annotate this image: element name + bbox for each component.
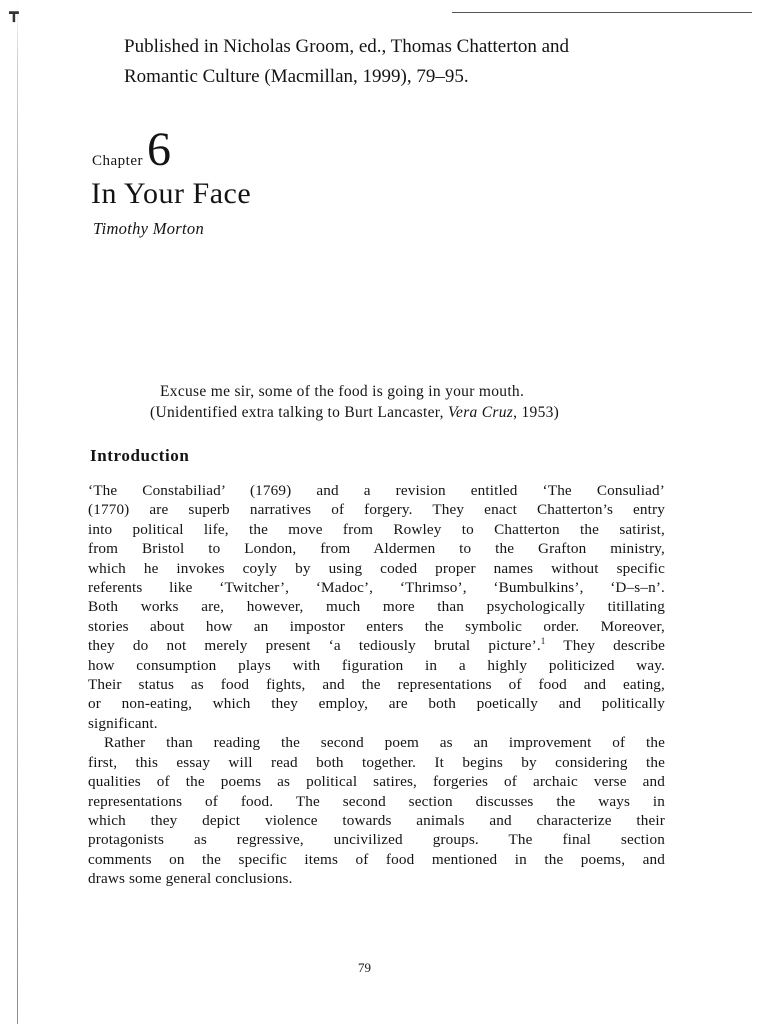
chapter-title: In Your Face (91, 177, 252, 210)
scan-edge-line (17, 0, 18, 1024)
text-line: which he invokes coyly by using coded proper names without specific (88, 559, 665, 577)
publication-note-line-2: Romantic Culture (Macmillan, 1999), 79–95. (124, 66, 469, 87)
scan-artifact-mark: ┳ (9, 5, 19, 22)
text-line: how consumption plays with figuration in a highly politicized way. (88, 656, 665, 674)
chapter-number: 6 (146, 123, 171, 176)
publication-note-line-1: Published in Nicholas Groom, ed., Thomas Chatterton and (124, 36, 570, 57)
text-line: stories about how an impostor enters the symbolic order. Moreover, (88, 617, 665, 635)
epigraph-attribution (150, 402, 670, 423)
text-line-part: they do not merely present ‘a tediously brutal picture’. (88, 637, 541, 655)
text-line: from Bristol to London, from Aldermen to the Grafton ministry, (88, 540, 665, 558)
body-text (88, 481, 665, 889)
section-heading: Introduction (90, 446, 190, 465)
epigraph-quote: Excuse me sir, some of the food is going in your mouth. (160, 383, 525, 400)
author-name: Timothy Morton (93, 219, 204, 238)
text-line-with-footnote (88, 636, 665, 655)
paragraph-1 (88, 481, 665, 733)
page-number: 79 (358, 960, 371, 975)
text-line: comments on the specific items of food mentioned in the poems, and (88, 850, 665, 868)
text-line: significant. (88, 714, 158, 732)
attribution-film-title: Vera Cruz (447, 404, 514, 421)
text-line: protagonists as regressive, uncivilized groups. The final section (88, 831, 665, 849)
text-line: Both works are, however, much more than psychologically titillating (88, 598, 665, 616)
chapter-word: Chapter (92, 153, 143, 169)
text-line: into political life, the move from Rowley to Chatterton the satirist, (88, 520, 665, 538)
text-line: representations of food. The second section discusses the ways in (88, 792, 665, 810)
epigraph (150, 381, 670, 423)
top-rule (452, 12, 752, 13)
text-line: qualities of the poems as political satires, forgeries of archaic verse and (88, 773, 665, 791)
text-line: referents like ‘Twitcher’, ‘Madoc’, ‘Thrimso’, ‘Bumbulkins’, ‘D–s–n’. (88, 579, 665, 597)
text-line: first, this essay will read both together. It begins by considering the (88, 753, 665, 771)
chapter-label (92, 123, 171, 176)
text-line: Their status as food fights, and the representations of food and eating, (88, 676, 665, 694)
text-line: or non-eating, which they employ, are both poetically and politically (88, 695, 665, 713)
paragraph-2 (88, 733, 665, 888)
publication-note (124, 32, 724, 92)
text-line: (1770) are superb narratives of forgery. They enact Chatterton’s entry (88, 501, 665, 519)
attribution-suffix: , 1953) (513, 404, 560, 421)
text-line: draws some general conclusions. (88, 870, 293, 888)
text-line: which they depict violence towards animals and characterize their (88, 811, 665, 829)
footnote-marker[interactable]: 1 (540, 636, 546, 647)
text-line: Rather than reading the second poem as an improvement of the (104, 734, 665, 752)
text-line: ‘The Constabiliad’ (1769) and a revision entitled ‘The Consuliad’ (88, 482, 665, 499)
text-line-part: They describe (545, 637, 665, 655)
attribution-prefix: (Unidentified extra talking to Burt Lancaster, (150, 404, 448, 421)
